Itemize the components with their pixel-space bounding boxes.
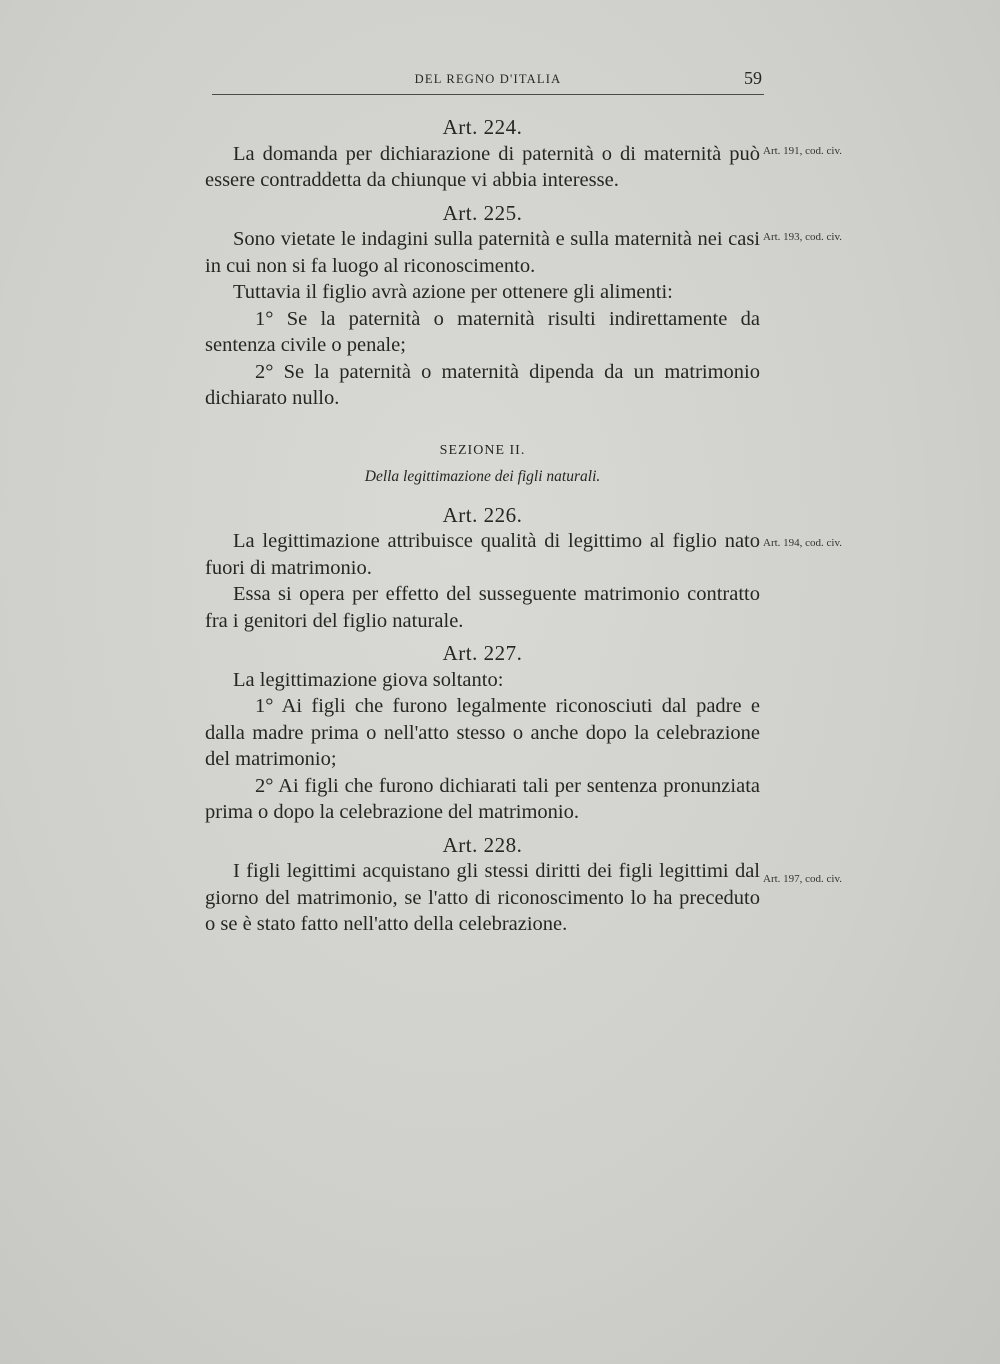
running-title: DEL REGNO D'ITALIA — [414, 72, 562, 86]
article-paragraph: Sono vietate le indagini sulla paternità e sulla maternità nei casi in cui non si fa luogo al riconoscimento. — [205, 228, 760, 277]
article-list-item: 2° Se la paternità o maternità dipenda da un matrimonio dichiarato nullo. — [205, 360, 760, 409]
running-head — [212, 70, 764, 95]
article-paragraph: La legittimazione attribuisce qualità di legittimo al figlio nato fuori di matrimonio. — [205, 530, 760, 579]
article-heading: Art. 228. — [442, 832, 523, 857]
margin-note: Art. 191, cod. civ. — [763, 145, 843, 157]
page-number: 59 — [744, 68, 762, 88]
article-224 — [205, 114, 843, 194]
margin-note: Art. 197, cod. civ. — [763, 872, 843, 885]
section-label: SEZIONE II. — [439, 442, 526, 458]
margin-note: Art. 194, cod. civ. — [763, 536, 843, 549]
article-paragraph: I figli legittimi acquistano gli stessi diritti dei figli legittimi dal giorno del matrimonio, se l'atto di riconoscimento lo ha preceduto o se è stato fatto nell'atto della celebrazione. — [205, 860, 760, 935]
article-paragraph: La domanda per dichiarazione di paternità o di maternità può essere contraddetta da chiunque vi abbia interesse. — [205, 142, 760, 191]
article-heading: Art. 226. — [442, 502, 523, 527]
article-heading: Art. 225. — [442, 200, 523, 225]
article-227 — [205, 640, 760, 826]
article-paragraph: Essa si opera per effetto del susseguente matrimonio contratto fra i genitori del figlio naturale. — [205, 583, 760, 632]
article-226 — [205, 502, 843, 635]
article-paragraph: Tuttavia il figlio avrà azione per ottenere gli alimenti: — [233, 281, 673, 303]
section-subtitle: Della legittimazione dei figli naturali. — [364, 467, 601, 485]
article-list-item: 1° Se la paternità o maternità risulti indirettamente da sentenza civile o penale; — [205, 307, 760, 356]
section-heading — [205, 438, 760, 490]
article-heading: Art. 224. — [442, 115, 523, 139]
article-paragraph: La legittimazione giova soltanto: — [233, 668, 504, 691]
article-list-item: 1° Ai figli che furono legalmente riconosciuti dal padre e dalla madre prima o nell'atto stesso o anche dopo la celebrazione del matrimonio; — [205, 695, 760, 770]
article-228 — [205, 832, 843, 938]
text-column — [205, 114, 843, 944]
article-225 — [205, 200, 843, 412]
article-heading: Art. 227. — [442, 641, 523, 665]
margin-note: Art. 193, cod. civ. — [763, 230, 843, 243]
article-list-item: 2° Ai figli che furono dichiarati tali per sentenza pronunziata prima o dopo la celebrazione del matrimonio. — [205, 774, 760, 823]
